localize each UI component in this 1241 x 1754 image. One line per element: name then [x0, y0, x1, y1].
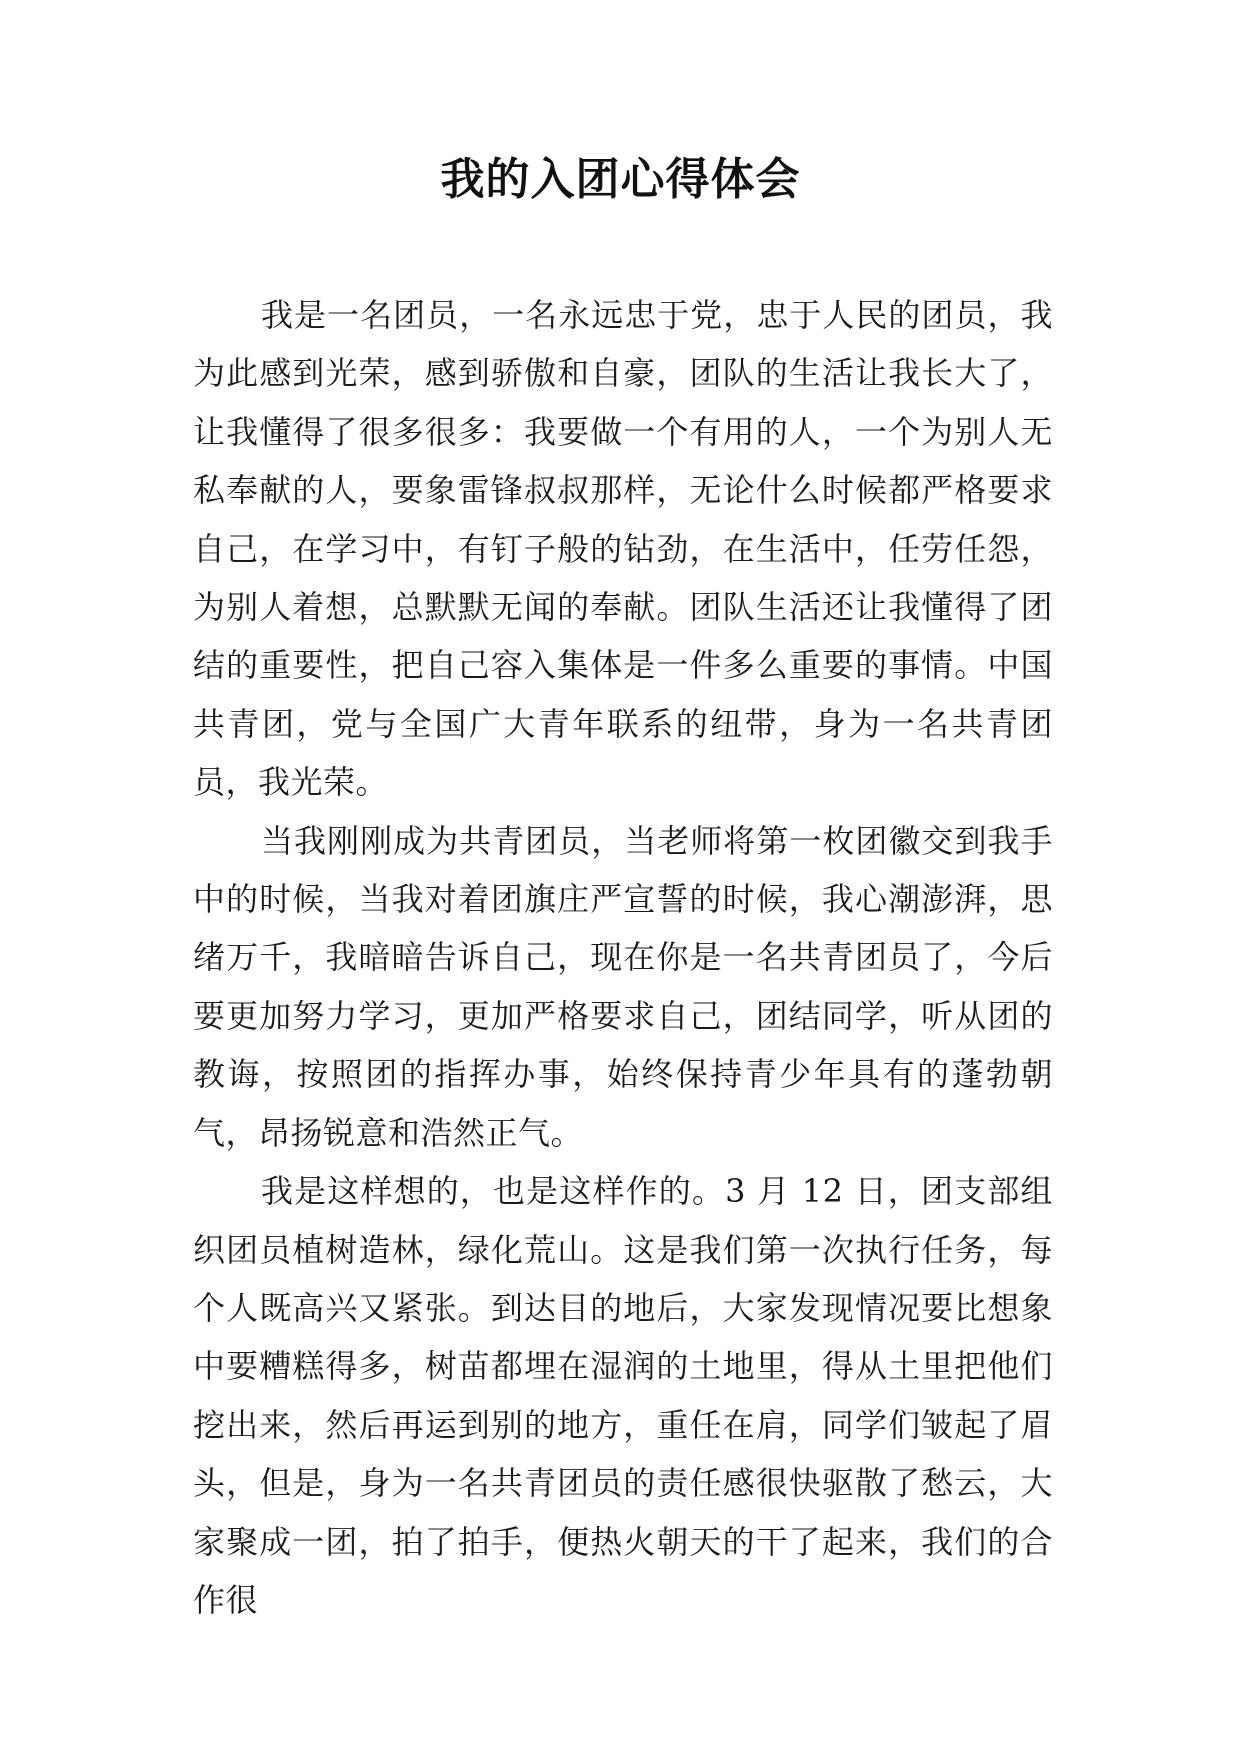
- document-title: 我的入团心得体会: [440, 154, 801, 205]
- paragraph-2: 当我刚刚成为共青团员，当老师将第一枚团徽交到我手中的时候，当我对着团旗庄严宣誓的时候，我心潮澎湃，思绪万千，我暗暗告诉自己，现在你是一名共青团员了，今后要更加努力学习，更加严格要求自己，团结同学，听从团的教诲，按照团的指挥办事，始终保持青少年具有的蓬勃朝气，昂扬锐意和浩然正气。: [193, 821, 1053, 1152]
- paragraph-1: 我是一名团员，一名永远忠于党，忠于人民的团员，我为此感到光荣，感到骄傲和自豪，团队的生活让我长大了，让我懂得了很多很多：我要做一个有用的人，一个为别人无私奉献的人，要象雷锋叔叔那样，无论什么时候都严格要求自己，在学习中，有钉子般的钻劲，在生活中，任劳任怨，为别人着想，总默默无闻的奉献。团队生活还让我懂得了团结的重要性，把自己容入集体是一件多么重要的事情。中国共青团，党与全国广大青年联系的纽带，身为一名共青团员，我光荣。: [193, 296, 1053, 802]
- document-body: [193, 286, 1053, 1629]
- paragraph-3: 我是这样想的，也是这样作的。3 月 12 日，团支部组织团员植树造林，绿化荒山。这是我们第一次执行任务，每个人既高兴又紧张。到达目的地后，大家发现情况要比想象中要糟糕得多，树苗都埋在湿润的土地里，得从土里把他们挖出来，然后再运到别的地方，重任在肩，同学们皱起了眉头，但是，身为一名共青团员的责任感很快驱散了愁云，大家聚成一团，拍了拍手，便热火朝天的干了起来，我们的合作很: [193, 1172, 1053, 1619]
